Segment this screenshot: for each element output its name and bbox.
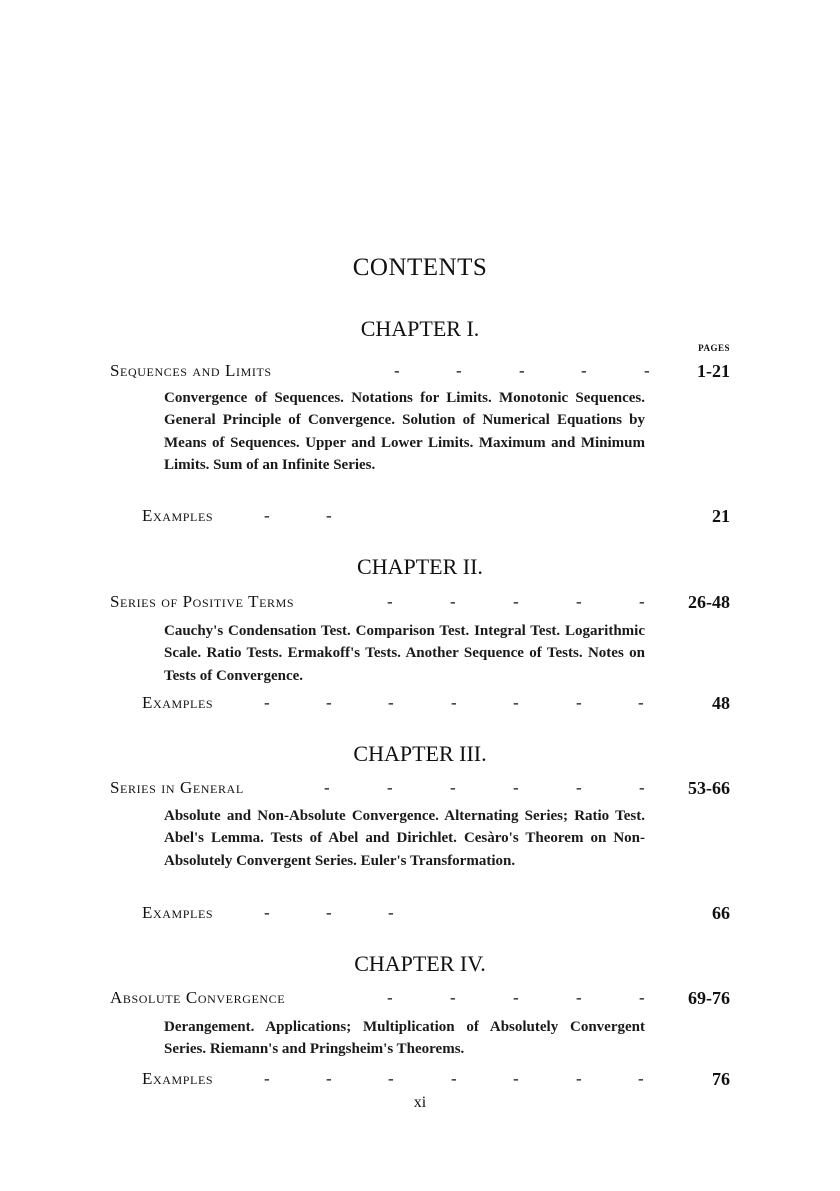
leader-dash: - xyxy=(576,988,582,1007)
examples-label: Examples xyxy=(142,1069,214,1088)
leader-dash: - xyxy=(264,693,270,712)
leader-dash: - xyxy=(639,778,645,797)
leader-dash: - xyxy=(387,988,393,1007)
chapter-heading: CHAPTER II. xyxy=(357,554,483,579)
leader-dash: - xyxy=(394,361,400,380)
leader-dash: - xyxy=(576,592,582,611)
leader-dash: - xyxy=(576,693,582,712)
page-number: xi xyxy=(413,1094,427,1111)
leader-dash: - xyxy=(576,778,582,797)
leader-dash: - xyxy=(388,903,394,922)
leader-dash: - xyxy=(513,1069,519,1088)
section-title: Series of Positive Terms xyxy=(110,592,295,611)
chapter-heading: CHAPTER IV. xyxy=(354,951,486,976)
leader-dash: - xyxy=(638,1069,644,1088)
page-title: CONTENTS xyxy=(352,254,488,281)
section-title: Absolute Convergence xyxy=(110,988,286,1007)
leader-dash: - xyxy=(324,778,330,797)
section-pages: 1-21 xyxy=(697,361,730,381)
examples-label: Examples xyxy=(142,693,214,712)
chapter-heading: CHAPTER I. xyxy=(360,316,480,341)
leader-dash: - xyxy=(450,592,456,611)
leader-dash: - xyxy=(644,361,650,380)
leader-dash: - xyxy=(513,778,519,797)
leader-dash: - xyxy=(326,903,332,922)
section-description: Derangement. Applications; Multiplication of Absolutely Convergent Series. Riemann's and Pringsheim's Theorems. xyxy=(164,1019,645,1058)
leader-dash: - xyxy=(456,361,462,380)
toc-entry xyxy=(110,778,730,802)
section-title: Sequences and Limits xyxy=(110,361,272,380)
leader-dash: - xyxy=(451,1069,457,1088)
leader-dash: - xyxy=(450,778,456,797)
section-title: Series in General xyxy=(110,778,244,797)
leader-dash: - xyxy=(451,693,457,712)
leader-dash: - xyxy=(513,693,519,712)
leader-dash: - xyxy=(576,1069,582,1088)
leader-dash: - xyxy=(519,361,525,380)
leader-dash: - xyxy=(264,1069,270,1088)
examples-page: 76 xyxy=(712,1069,730,1089)
examples-entry xyxy=(142,903,730,927)
section-description: Absolute and Non-Absolute Convergence. Alternating Series; Ratio Test. Abel's Lemma. Tests of Abel and Dirichlet. Cesàro's Theorem on Non-Absolutely Convergent Series. Euler's Transformation. xyxy=(164,808,645,869)
leader-dash: - xyxy=(326,693,332,712)
leader-dash: - xyxy=(264,903,270,922)
leader-dash: - xyxy=(387,778,393,797)
examples-entry xyxy=(142,693,730,717)
examples-entry xyxy=(142,1069,730,1093)
leader-dash: - xyxy=(388,693,394,712)
leader-dash: - xyxy=(387,592,393,611)
leader-dash: - xyxy=(639,988,645,1007)
leader-dash: - xyxy=(639,592,645,611)
examples-entry xyxy=(142,506,730,530)
section-pages: 53-66 xyxy=(688,778,730,798)
leader-dash: - xyxy=(513,592,519,611)
leader-dash: - xyxy=(581,361,587,380)
toc-entry xyxy=(110,361,730,385)
section-description: Cauchy's Condensation Test. Comparison Test. Integral Test. Logarithmic Scale. Ratio Tests. Ermakoff's Tests. Another Sequence of Tests. Notes on Tests of Convergence. xyxy=(164,623,645,684)
examples-page: 48 xyxy=(712,693,730,713)
examples-label: Examples xyxy=(142,903,214,922)
section-pages: 69-76 xyxy=(688,988,730,1008)
leader-dash: - xyxy=(388,1069,394,1088)
leader-dash: - xyxy=(264,506,270,525)
chapter-heading: CHAPTER III. xyxy=(353,741,487,766)
leader-dash: - xyxy=(513,988,519,1007)
leader-dash: - xyxy=(326,506,332,525)
leader-dash: - xyxy=(326,1069,332,1088)
leader-dash: - xyxy=(450,988,456,1007)
section-pages: 26-48 xyxy=(688,592,730,612)
examples-page: 66 xyxy=(712,903,730,923)
examples-label: Examples xyxy=(142,506,214,525)
examples-page: 21 xyxy=(712,506,730,526)
section-description: Convergence of Sequences. Notations for Limits. Monotonic Sequences. General Principle of Convergence. Solution of Numerical Equations by Means of Sequences. Upper and Lower Limits. Maximum and Minimum Limits. Sum of an Infinite Series. xyxy=(164,390,645,474)
toc-entry xyxy=(110,592,730,616)
toc-entry xyxy=(110,988,730,1012)
leader-dash: - xyxy=(638,693,644,712)
pages-column-label: PAGES xyxy=(698,343,730,353)
